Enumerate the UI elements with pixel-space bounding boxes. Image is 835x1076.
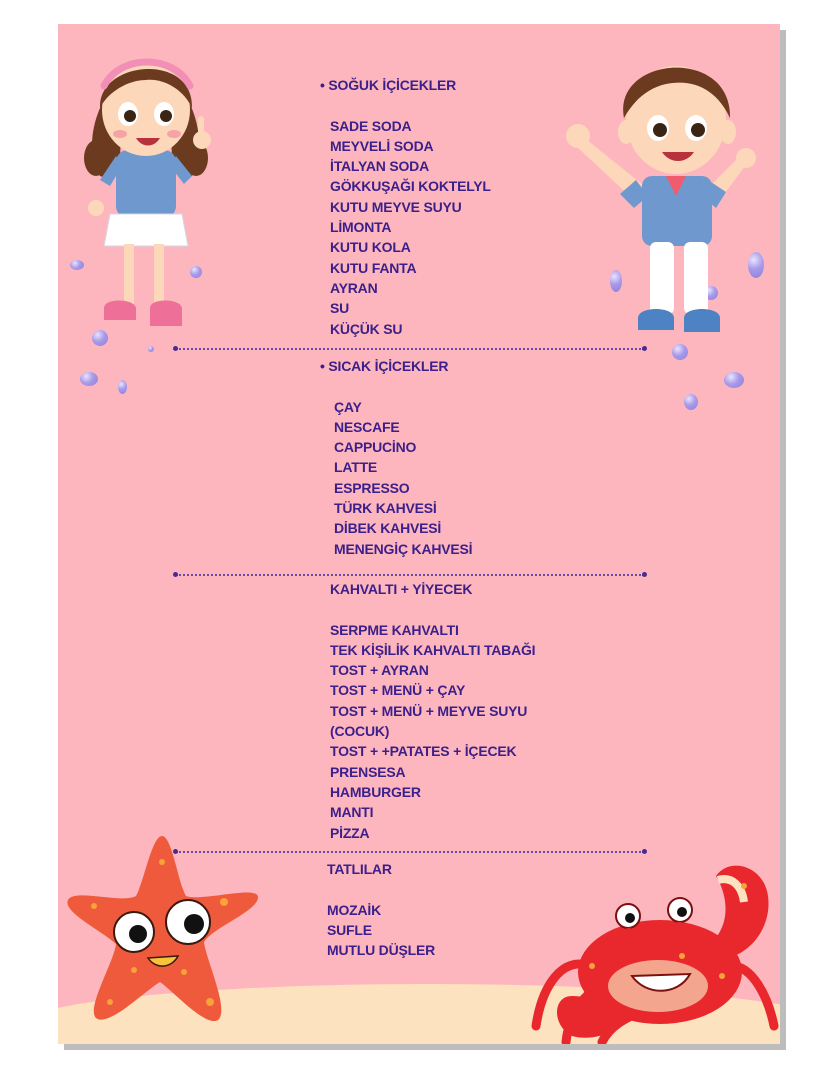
breakfast-food-section — [330, 579, 535, 843]
menu-item: AYRAN — [330, 279, 378, 296]
section-title: • SOĞUK İÇİCEKLER — [320, 77, 457, 93]
menu-item: TOST + MENÜ + ÇAY — [330, 682, 466, 699]
menu-item: GÖKKUŞAĞI KOKTELYL — [330, 178, 491, 195]
section-divider — [176, 574, 644, 576]
cold-drinks-section — [320, 75, 491, 339]
girl-illustration — [64, 30, 234, 340]
bubble-decoration — [118, 380, 127, 394]
desserts-section — [327, 859, 435, 960]
menu-item: KUTU MEYVE SUYU — [330, 198, 462, 215]
boy-illustration — [562, 36, 762, 336]
menu-item: TOST + +PATATES + İÇECEK — [330, 743, 517, 760]
menu-item: (COCUK) — [330, 723, 390, 740]
bubble-decoration — [148, 346, 154, 352]
menu-item: TEK KİŞİLİK KAHVALTI TABAĞI — [330, 641, 536, 658]
menu-item: DİBEK KAHVESİ — [334, 520, 442, 537]
menu-page — [58, 24, 780, 1044]
menu-item: PRENSESA — [330, 763, 406, 780]
menu-item: SU — [330, 300, 350, 317]
starfish-illustration — [64, 832, 264, 1032]
menu-item: LİMONTA — [330, 219, 392, 236]
menu-item: SERPME KAHVALTI — [330, 621, 459, 638]
menu-item: KUTU FANTA — [330, 259, 417, 276]
menu-item: TOST + AYRAN — [330, 662, 429, 679]
menu-item: KUTU KOLA — [330, 239, 411, 256]
menu-item: NESCAFE — [334, 418, 400, 435]
hot-drinks-section — [320, 356, 472, 559]
menu-item: TOST + MENÜ + MEYVE SUYU — [330, 702, 528, 719]
bubble-decoration — [724, 372, 744, 388]
section-title: KAHVALTI + YİYECEK — [330, 581, 473, 597]
section-title: TATLILAR — [327, 861, 392, 877]
menu-item: HAMBURGER — [330, 783, 421, 800]
menu-item: İTALYAN SODA — [330, 158, 429, 175]
bubble-decoration — [672, 344, 688, 360]
menu-item: SUFLE — [327, 921, 372, 938]
menu-item: MUTLU DÜŞLER — [327, 942, 436, 959]
section-divider — [176, 348, 644, 350]
menu-item: ESPRESSO — [334, 479, 410, 496]
menu-item: SADE SODA — [330, 117, 412, 134]
menu-item: MENENGİÇ KAHVESİ — [334, 540, 473, 557]
bubble-decoration — [80, 372, 98, 386]
menu-item: TÜRK KAHVESİ — [334, 500, 437, 517]
section-divider — [176, 851, 644, 853]
menu-item: KÜÇÜK SU — [330, 320, 403, 337]
menu-item: MANTI — [330, 804, 374, 821]
crab-illustration — [532, 846, 780, 1044]
menu-item: PİZZA — [330, 824, 370, 841]
menu-item: MOZAİK — [327, 901, 382, 918]
bubble-decoration — [684, 394, 698, 410]
section-title: • SICAK İÇİCEKLER — [320, 358, 449, 374]
menu-item: ÇAY — [334, 398, 362, 415]
menu-item: CAPPUCİNO — [334, 439, 417, 456]
menu-item: MEYVELİ SODA — [330, 137, 434, 154]
menu-item: LATTE — [334, 459, 378, 476]
